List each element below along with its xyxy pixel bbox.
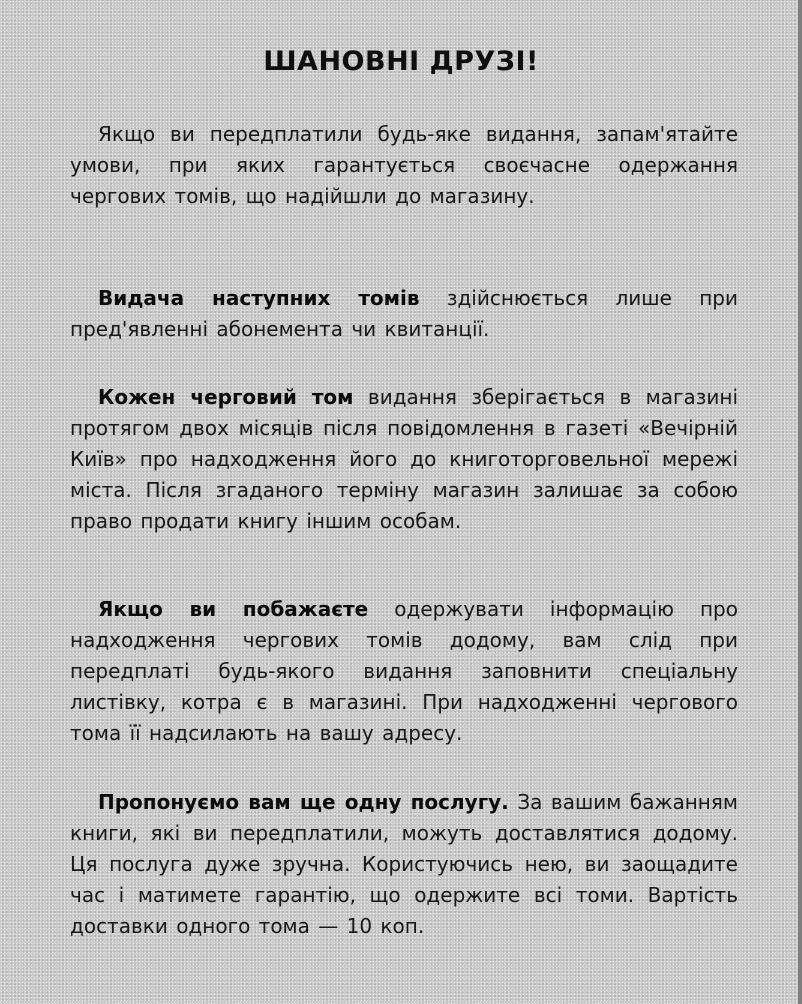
paragraph-text: одержувати інформацію про надходження чергових томів додому, вам слід при передплаті будь-якого видання заповнити спеціальну листівку, котра є в магазині. При надходженні чергового тома її надсилають на вашу адресу. [70,597,738,745]
paragraph-notification [70,594,738,749]
paragraph-text: Якщо ви передплатили будь-яке видання, запам'ятайте умови, при яких гарантується своєчасне одержання чергових томів, що надійшли до магазину. [70,122,738,208]
paragraph-text: здійснюється лише при пред'явленні абонемента чи квитанції. [70,286,738,341]
paragraph-lead: Видача наступних томів [98,286,420,310]
paragraph-lead: Якщо ви побажаєте [98,597,369,621]
page-title: ШАНОВНІ ДРУЗІ! [263,46,539,77]
paragraph-conditions [70,119,738,212]
paragraph-lead: Пропонуємо вам ще одну послугу. [98,790,509,814]
paragraph-text: За вашим бажанням книги, які ви передплатили, можуть доставлятися додому. Ця послуга дуже зручна. Користуючись нею, ви заощадите час і матимете гарантію, що одержите всі томи. Вартість доставки одного тома — 10 коп. [70,790,739,938]
page-edge [798,0,802,1004]
paragraph-delivery [70,787,738,942]
paragraph-lead: Кожен черговий том [98,385,354,409]
paragraph-issuance [70,283,738,345]
paragraph-storage [70,382,738,537]
paragraph-text: видання зберігається в магазині протягом двох місяців після повідомлення в газеті «Вечірній Київ» про надходження його до книготорговельної мережі міста. Після згаданого терміну магазин залишає за собою право продати книгу іншим особам. [70,385,739,533]
